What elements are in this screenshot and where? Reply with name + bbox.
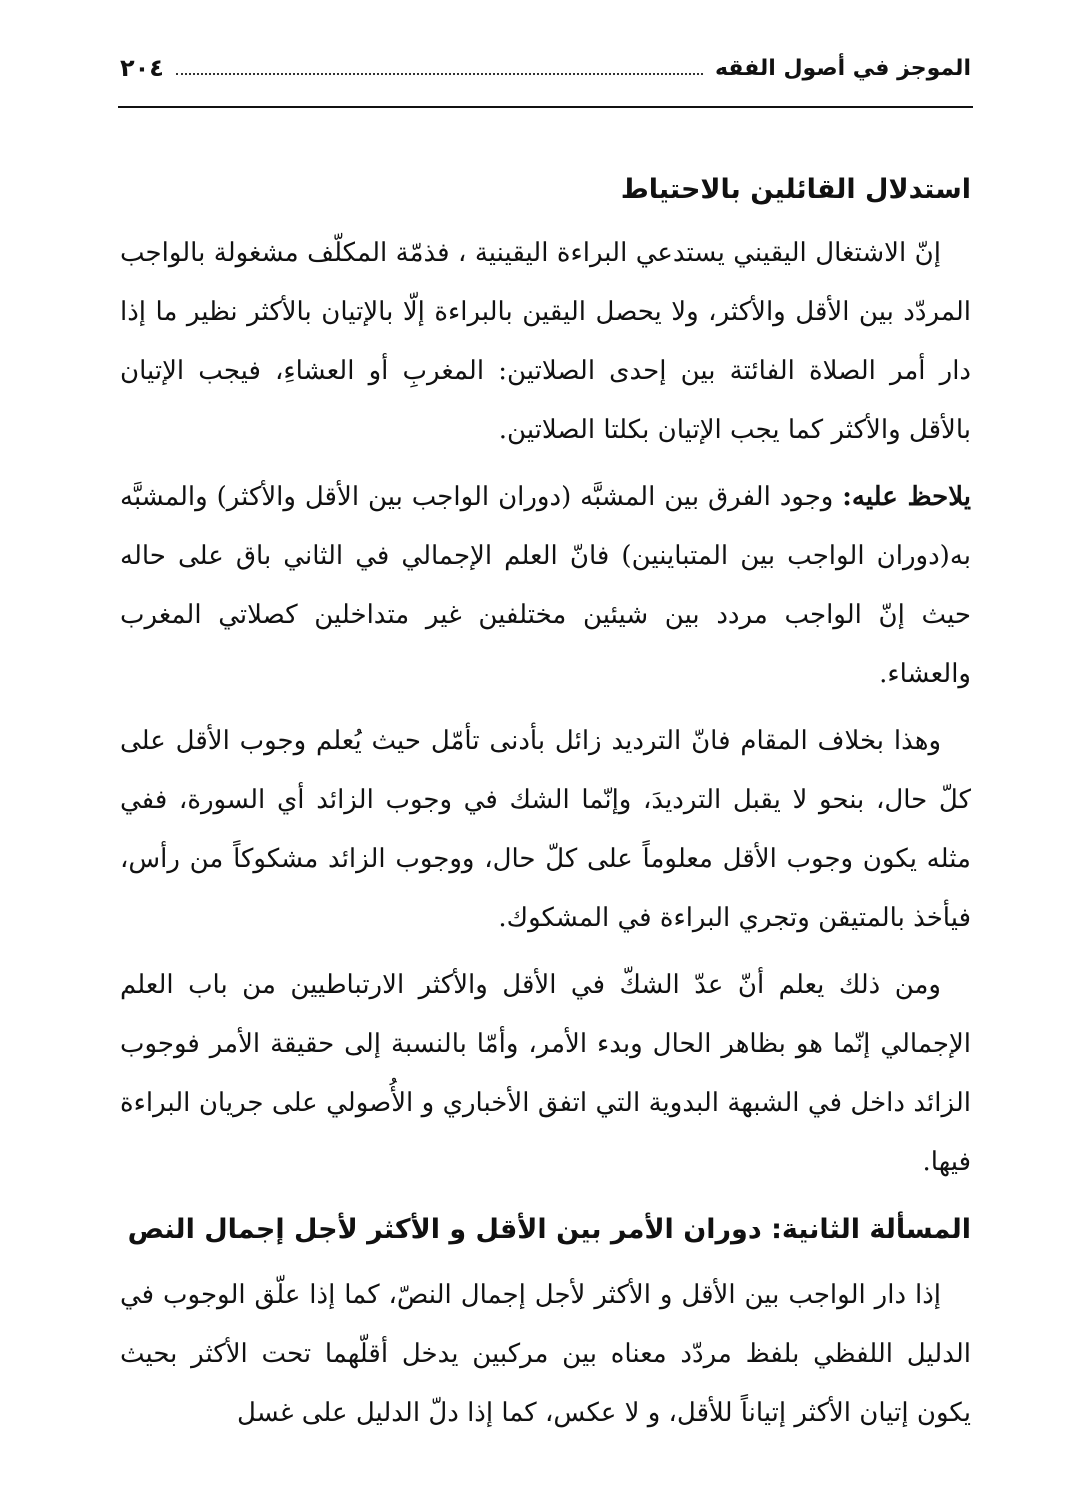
- paragraph-objection: [120, 468, 971, 704]
- section-heading-second-issue: المسألة الثانية: دوران الأمر بين الأقل و الأكثر لأجل إجمال النص: [127, 1214, 971, 1245]
- book-title: الموجز في أصول الفقه: [714, 55, 971, 81]
- section-heading-precaution: استدلال القائلين بالاحتياط: [620, 174, 971, 205]
- paragraph-argument: إنّ الاشتغال اليقيني يستدعي البراءة اليقينية ، فذمّة المكلّف مشغولة بالواجب المردّد بين الأقل والأكثر، ولا يحصل اليقين بالبراءة إلّا بالإتيان بالأكثر نظير ما إذا دار أمر الصلاة الفائتة بين إحدى الصلاتين: المغربِ أو العشاءِ، فيجب الإتيان بالأقل والأكثر كما يجب الإتيان بكلتا الصلاتين.: [120, 238, 971, 445]
- header-divider: [118, 106, 973, 108]
- page-number: ٢٠٤: [120, 54, 164, 82]
- page-body: [120, 160, 971, 1451]
- paragraph-conclusion: ومن ذلك يعلم أنّ عدّ الشكّ في الأقل والأكثر الارتباطيين من باب العلم الإجمالي إنّما هو بظاهر الحال وبدء الأمر، وأمّا بالنسبة إلى حقيقة الأمر فوجوب الزائد داخل في الشبهة البدوية التي اتفق الأخباري و الأُصولي على جريان البراءة فيها.: [120, 970, 971, 1177]
- running-header: [120, 48, 971, 88]
- objection-body: وجود الفرق بين المشبَّه (دوران الواجب بين الأقل والأكثر) والمشبَّه به(دوران الواجب بين المتباينين) فانّ العلم الإجمالي في الثاني باق على حاله حيث إنّ الواجب مردد بين شيئين مختلفين غير متداخلين كصلاتي المغرب والعشاء.: [120, 482, 971, 689]
- paragraph-distinction: وهذا بخلاف المقام فانّ الترديد زائل بأدنى تأمّل حيث يُعلم وجوب الأقل على كلّ حال، بنحو لا يقبل الترديدَ، وإنّما الشك في وجوب الزائد أي السورة، ففي مثله يكون وجوب الأقل معلوماً على كلّ حال، ووجوب الزائد مشكوكاً من رأس، فيأخذ بالمتيقن وتجري البراءة في المشكوك.: [120, 726, 971, 933]
- paragraph-ambiguous-text: إذا دار الواجب بين الأقل و الأكثر لأجل إجمال النصّ، كما إذا علّق الوجوب في الدليل اللفظي بلفظ مردّد معناه بين مركبين يدخل أقلّهما تحت الأكثر بحيث يكون إتيان الأكثر إتياناً للأقل، و لا عكس، كما إذا دلّ الدليل على غسل: [120, 1280, 971, 1428]
- header-dot-leader: [176, 73, 703, 75]
- objection-lead: يلاحظ عليه:: [842, 482, 972, 512]
